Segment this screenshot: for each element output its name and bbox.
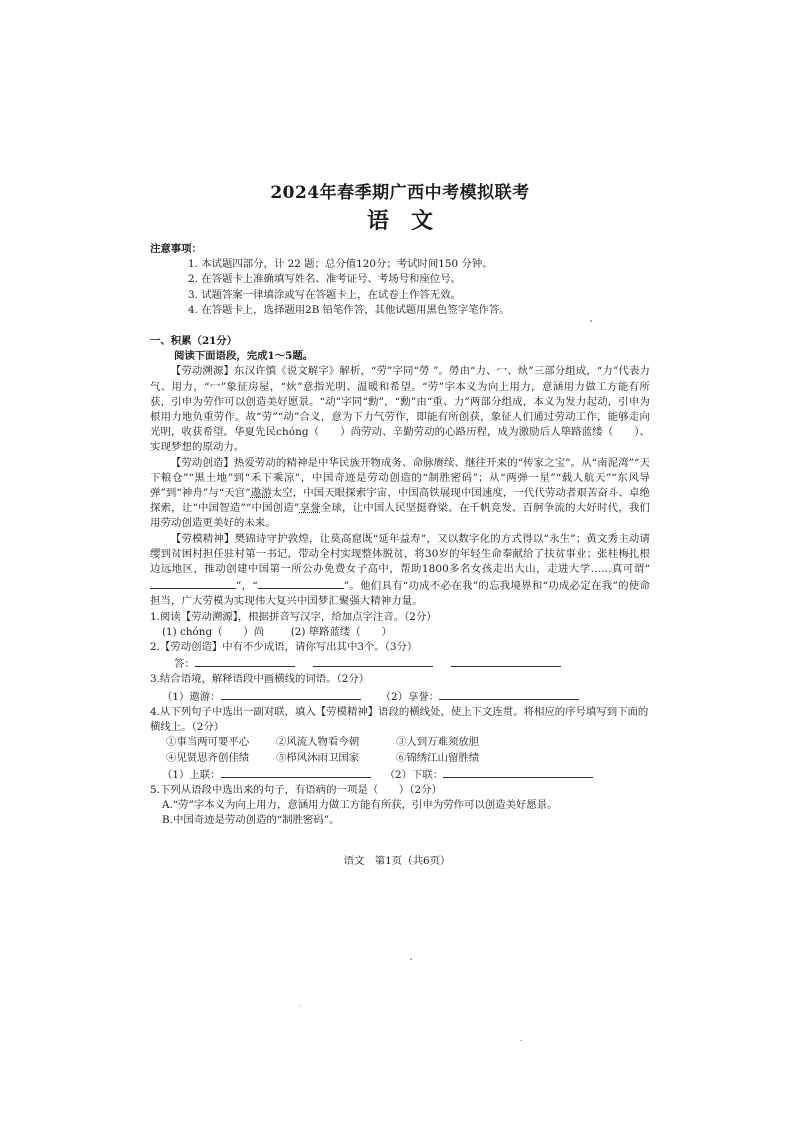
question-1-sub-2: (2) 筚路蓝缕（ ） <box>290 625 392 638</box>
option-4: ④见贤思齐创佳绩 <box>166 751 250 764</box>
answer-label: 答： <box>174 658 195 671</box>
idiom-blank-1[interactable] <box>195 655 295 667</box>
lower-couplet-blank[interactable] <box>443 766 593 778</box>
aoyou-answer-blank[interactable] <box>221 688 361 700</box>
underlined-word-aoyou: 遨游 <box>250 487 272 500</box>
paragraph-labor-origin: 【劳动溯源】东汉许慎《说文解字》解析，“劳”字同“勞 ”。勞由“力、冖、炏”三部分组成，“力”代表力气、用力，“冖”象征房屋，“炏”意指光明、温暖和希望。“劳”字本义为向上用力，意涵用力做工方能有所获，引申为劳作可以创造美好愿景。“动”字同“勳”，“勳”由“重、力”两部分组成，本义为发力起动，引申为根用力地负重劳作。故“劳”“动”合义，意为下力气劳作，即能有所创获，象征人们通过劳动工作，能够走向光明，收获希望。华夏先民chóng（ ）尚劳动、辛勤劳动的心路历程，成为激励后人筚路蓝缕（ ）、实现梦想的原动力。 <box>150 365 650 454</box>
question-1-sub-1: (1) chóng（ ）尚 <box>162 625 265 638</box>
question-3-subitems <box>150 688 650 705</box>
question-3-sub-2: （2）享誉： <box>380 690 440 703</box>
scan-speck <box>300 1005 301 1006</box>
exam-subject: 语文 <box>366 208 455 234</box>
paragraph-text: 【劳模精神】樊锦诗守护敦煌，让莫高窟既“延年益寿”，又以数字化的方式得以“永生”；黄文秀主动请缨到贫困村担任驻村第一书记，带动全村实现整体脱贫，将30岁的年轻生命奉献给了扶贫事业；张桂梅扎根边远地区，推动创建中国第一所公办免费女子高中，帮助1800多名女孩走出大山，走进大学……真可谓“ <box>150 532 650 576</box>
option-3: ③人到万难须放胆 <box>396 736 480 749</box>
paragraph-text: ”，“ <box>236 580 258 593</box>
section-heading: 一、积累（21分） <box>150 335 238 348</box>
paragraph-text: 【劳动创造】热爱劳动的精神是中华民族开物成务、命脉赓续、继往开来的“传家之宝”。从“南泥湾”“天下粮仓”“黑土地”到“禾下乘凉”，中国奇迹是劳动创造的“制胜密码”；从“两弹一星”“载人航天”“东风导弹”到“神舟”与“天宫” <box>150 456 650 500</box>
question-4: 4.从下列句子中选出一副对联，填入【劳模精神】语段的横线处，使上下文连贯。将相应的序号填写到下面的横线上。（2分） <box>150 705 649 734</box>
couplet-blank-2[interactable] <box>258 577 344 589</box>
question-1: 1.阅读【劳动溯源】，根据拼音写汉字，给加点字注音。（2分） <box>150 610 437 623</box>
idiom-blank-2[interactable] <box>313 655 433 667</box>
option-1: ①事当两可要平心 <box>166 736 250 749</box>
lower-couplet-label: （2）下联： <box>384 768 444 781</box>
scan-speck <box>410 958 412 960</box>
notice-item-4: 4. 在答题卡上，选择题用2B 铅笔作答，其他试题用黑色签字笔作答。 <box>188 303 510 316</box>
question-3-sub-1: （1）遨游： <box>162 690 221 703</box>
notice-block <box>150 242 650 318</box>
notice-item-3: 3. 试题答案一律填涂或写在答题卡上，在试卷上作答无效。 <box>188 288 461 301</box>
couplet-blank-1[interactable] <box>150 577 236 589</box>
scan-speck <box>520 1040 522 1041</box>
question-2: 2.【劳动创造】中有不少成语，请你写出其中3个。（3分） <box>150 641 418 654</box>
notice-item-1: 1. 本试题四部分，计 22 题；总分值120分；考试时间150 分钟。 <box>188 258 493 271</box>
exam-page <box>150 182 650 829</box>
question-5-option-a: A.“劳”字本义为向上用力，意涵用力做工方能有所获，引申为劳作可以创造美好愿景。 <box>162 799 558 812</box>
xiangyu-answer-blank[interactable] <box>439 688 579 700</box>
notice-heading: 注意事项： <box>150 243 202 255</box>
question-4-options <box>150 735 650 765</box>
option-2: ②风流人物看今朝 <box>276 736 360 749</box>
question-3: 3.结合语境，解释语段中画横线的词语。（2分） <box>150 673 370 686</box>
question-5: 5.下列从语段中选出来的句子，有语病的一项是（ ）（2分） <box>150 783 442 796</box>
question-1-subitems <box>150 625 650 640</box>
exam-title: 2024年春季期广西中考模拟联考 <box>270 183 530 203</box>
reading-instruction: 阅读下面语段，完成1～5题。 <box>174 350 314 363</box>
upper-couplet-label: （1）上联： <box>162 768 221 781</box>
paragraph-text: ”。他们具有“功成不必在我”的忘我境界和“功成必定在我”的使命担当，广大劳模为实现伟大复兴中国梦汇聚强大精神力量。 <box>150 580 650 608</box>
underlined-word-xiangyu: 享誉 <box>299 502 321 515</box>
paragraph-text: 太空，中国天眼探索宇宙，中国高铁展现中国速度，一代代劳动者艰苦奋斗、卓绝探索，让“中国智造”“中国创造” <box>150 487 650 515</box>
notice-item-2: 2. 在答题卡上准确填写姓名、准考证号、考场号和座位号。 <box>188 273 461 286</box>
page-footer: 语文 第1页（共6页） <box>343 855 451 867</box>
paragraph-labor-creation <box>150 456 650 532</box>
upper-couplet-blank[interactable] <box>221 766 371 778</box>
option-5: ⑤栉风沐雨卫国家 <box>276 751 360 764</box>
paragraph-model-worker <box>150 532 650 610</box>
question-5-option-b: B.中国奇迹是劳动创造的“制胜密码”。 <box>162 814 340 827</box>
paragraph-text: 全球，让中国人民坚挺脊梁。在千帆竞发、百舸争流的大好时代，我们用劳动创造更美好的未来。 <box>150 502 650 530</box>
option-6: ⑥锦绣江山留胜绩 <box>396 751 480 764</box>
question-2-answer-row <box>150 655 650 672</box>
scan-speck <box>590 320 592 322</box>
idiom-blank-3[interactable] <box>451 655 561 667</box>
question-4-answer-row <box>150 766 650 783</box>
